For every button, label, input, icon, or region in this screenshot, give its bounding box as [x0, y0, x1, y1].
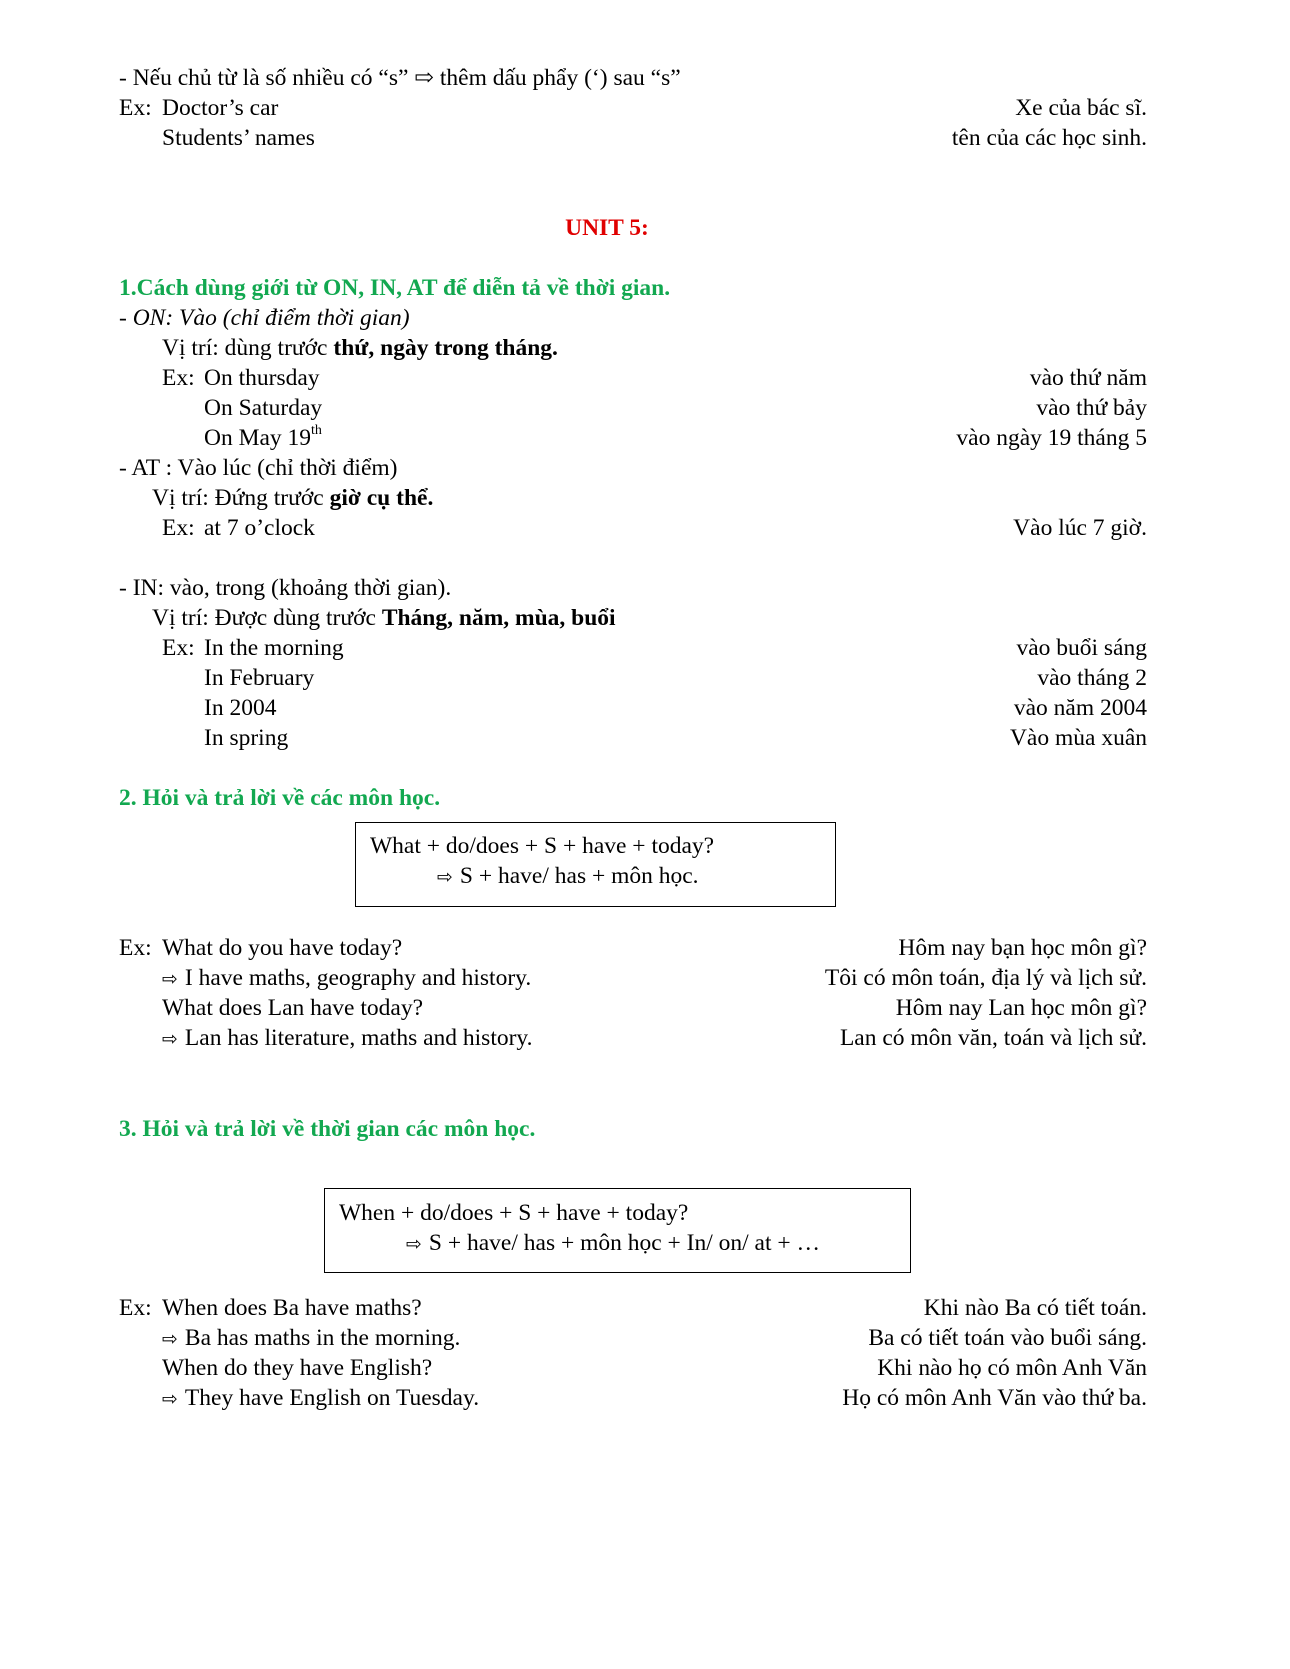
- example-vietnamese: vào ngày 19 tháng 5: [956, 425, 1147, 451]
- example-english: Students’ names: [162, 125, 315, 151]
- example-vietnamese: tên của các học sinh.: [951, 125, 1147, 151]
- answer-text: Lan has literature, maths and history.: [184, 1025, 533, 1051]
- ex-label: Ex:: [162, 515, 195, 541]
- formula-box-subjects: [355, 822, 836, 907]
- arrow-right-icon: ⇨: [162, 1388, 178, 1410]
- in-example-row: [0, 632, 1290, 664]
- example-vietnamese: Khi nào Ba có tiết toán.: [923, 1295, 1147, 1321]
- on-position: [162, 332, 558, 364]
- example-vietnamese: Họ có môn Anh Văn vào thứ ba.: [842, 1385, 1147, 1411]
- section-1-heading-line: [0, 272, 1290, 304]
- possessive-rule-line: [0, 62, 1290, 94]
- example-english: In 2004: [204, 695, 277, 721]
- example-english: [204, 422, 322, 454]
- formula-answer: [437, 860, 699, 892]
- on-example-row: [0, 362, 1290, 394]
- date-text: On May 19: [204, 425, 312, 451]
- ex-label: Ex:: [119, 935, 152, 961]
- possessive-example-2: [0, 122, 1290, 154]
- example-english: When do they have English?: [162, 1355, 433, 1381]
- formula-question: When + do/does + S + have + today?: [339, 1200, 689, 1226]
- in-position: [152, 602, 616, 634]
- on-position-line: [0, 332, 1290, 364]
- in-position-bold: Tháng, năm, mùa, buổi: [381, 605, 616, 631]
- section-3-heading-line: [0, 1113, 1290, 1145]
- subjects-example-row: [0, 992, 1290, 1024]
- example-english: In the morning: [204, 635, 344, 661]
- arrow-right-icon: ⇨: [162, 968, 178, 990]
- example-english: On thursday: [204, 365, 320, 391]
- possessive-example-1: [0, 92, 1290, 124]
- ordinal-suffix: th: [311, 423, 322, 439]
- example-english: On Saturday: [204, 395, 323, 421]
- example-english: In February: [204, 665, 315, 691]
- unit-title: UNIT 5:: [565, 215, 649, 241]
- formula-answer-text: S + have/ has + môn học.: [459, 863, 699, 889]
- example-english: [162, 1322, 460, 1355]
- time-example-row: [0, 1352, 1290, 1384]
- ex-label: Ex:: [162, 635, 195, 661]
- in-example-row: [0, 662, 1290, 694]
- in-example-row: [0, 692, 1290, 724]
- in-title-line: [0, 572, 1290, 604]
- example-english: What do you have today?: [162, 935, 403, 961]
- subjects-example-row: [0, 1022, 1290, 1054]
- time-example-row: [0, 1292, 1290, 1324]
- example-vietnamese: vào buổi sáng: [1016, 635, 1147, 661]
- formula-answer: [406, 1227, 820, 1259]
- example-english: at 7 o’clock: [204, 515, 315, 541]
- ex-label: Ex:: [119, 95, 152, 121]
- example-english: [162, 1022, 533, 1055]
- at-position-prefix: Vị trí: Đứng trước: [152, 485, 330, 511]
- section-2-heading-line: [0, 782, 1290, 814]
- time-example-row: [0, 1382, 1290, 1414]
- at-position-bold: giờ cụ thể.: [329, 485, 434, 511]
- arrow-right-icon: ⇨: [406, 1233, 422, 1255]
- ex-label: Ex:: [162, 365, 195, 391]
- subjects-example-row: [0, 932, 1290, 964]
- in-title: - IN: vào, trong (khoảng thời gian).: [119, 575, 452, 601]
- example-vietnamese: vào thứ năm: [1029, 365, 1147, 391]
- example-vietnamese: vào thứ bảy: [1036, 395, 1147, 421]
- on-position-bold: thứ, ngày trong tháng.: [333, 335, 558, 361]
- formula-question: What + do/does + S + have + today?: [370, 833, 715, 859]
- example-vietnamese: Lan có môn văn, toán và lịch sử.: [839, 1025, 1147, 1051]
- example-vietnamese: Xe của bác sĩ.: [1015, 95, 1147, 121]
- example-english: In spring: [204, 725, 289, 751]
- on-title: - ON: Vào (chỉ điểm thời gian): [119, 305, 410, 331]
- in-position-line: [0, 602, 1290, 634]
- section-3-heading: 3. Hỏi và trả lời về thời gian các môn học.: [119, 1116, 536, 1142]
- example-english: When does Ba have maths?: [162, 1295, 422, 1321]
- answer-text: Ba has maths in the morning.: [184, 1325, 461, 1351]
- at-position: [152, 482, 433, 514]
- example-vietnamese: Khi nào họ có môn Anh Văn: [877, 1355, 1147, 1381]
- section-1-heading: 1.Cách dùng giới từ ON, IN, AT để diễn tả về thời gian.: [119, 275, 671, 301]
- example-english: [162, 1382, 479, 1415]
- formula-answer-text: S + have/ has + môn học + In/ on/ at + …: [428, 1230, 821, 1256]
- on-example-row: [0, 392, 1290, 424]
- on-position-prefix: Vị trí: dùng trước: [162, 335, 334, 361]
- arrow-right-icon: ⇨: [437, 866, 453, 888]
- arrow-right-icon: ⇨: [162, 1328, 178, 1350]
- example-vietnamese: Vào lúc 7 giờ.: [1013, 515, 1147, 541]
- possessive-rule-text: - Nếu chủ từ là số nhiều có “s” ⇨ thêm dấu phẩy (‘) sau “s”: [119, 65, 681, 91]
- at-example-row: [0, 512, 1290, 544]
- example-vietnamese: vào tháng 2: [1037, 665, 1147, 691]
- subjects-example-row: [0, 962, 1290, 994]
- in-position-prefix: Vị trí: Được dùng trước: [152, 605, 382, 631]
- example-vietnamese: vào năm 2004: [1013, 695, 1147, 721]
- section-2-heading: 2. Hỏi và trả lời về các môn học.: [119, 785, 441, 811]
- example-vietnamese: Vào mùa xuân: [1009, 725, 1147, 751]
- example-english: What does Lan have today?: [162, 995, 424, 1021]
- in-example-row: [0, 722, 1290, 754]
- example-english: Doctor’s car: [162, 95, 279, 121]
- on-title-line: [0, 302, 1290, 334]
- example-vietnamese: Hôm nay Lan học môn gì?: [895, 995, 1147, 1021]
- formula-box-time: [324, 1188, 911, 1273]
- example-vietnamese: Hôm nay bạn học môn gì?: [898, 935, 1147, 961]
- at-position-line: [0, 482, 1290, 514]
- example-english: [162, 962, 531, 995]
- answer-text: I have maths, geography and history.: [184, 965, 532, 991]
- time-example-row: [0, 1322, 1290, 1354]
- on-example-row: [0, 422, 1290, 454]
- at-title: - AT : Vào lúc (chỉ thời điểm): [119, 455, 398, 481]
- ex-label: Ex:: [119, 1295, 152, 1321]
- example-vietnamese: Ba có tiết toán vào buổi sáng.: [868, 1325, 1147, 1351]
- example-vietnamese: Tôi có môn toán, địa lý và lịch sử.: [824, 965, 1147, 991]
- answer-text: They have English on Tuesday.: [184, 1385, 480, 1411]
- at-title-line: [0, 452, 1290, 484]
- arrow-right-icon: ⇨: [162, 1028, 178, 1050]
